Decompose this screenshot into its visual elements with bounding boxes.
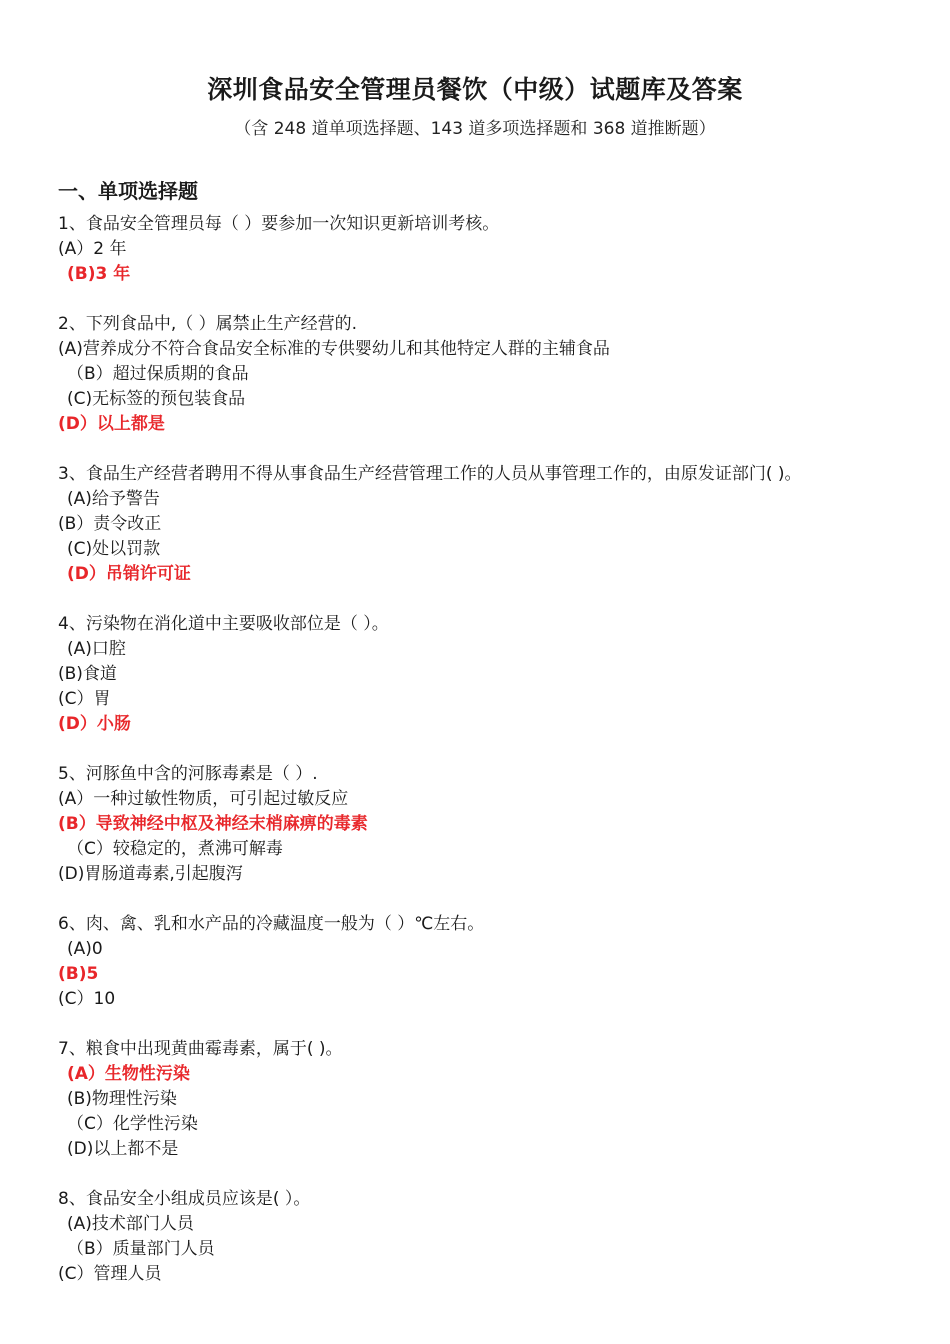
question-stem: 1、食品安全管理员每（ ）要参加一次知识更新培训考核。	[58, 214, 500, 234]
section-heading: 一、单项选择题	[58, 179, 198, 203]
answer-option: (C）胃	[58, 689, 111, 709]
correct-answer-option: (B)5	[58, 964, 99, 984]
answer-option: (D)以上都不是	[67, 1139, 179, 1159]
question-list	[58, 212, 918, 1312]
answer-option: （C）化学性污染	[67, 1114, 198, 1134]
answer-option: (A)给予警告	[67, 489, 160, 509]
answer-option: (B)食道	[58, 664, 117, 684]
question-item	[58, 462, 918, 587]
answer-option: (A)技术部门人员	[67, 1214, 194, 1234]
question-stem: 2、下列食品中,（ ）属禁止生产经营的.	[58, 314, 358, 334]
answer-option: (D)胃肠道毒素,引起腹泻	[58, 864, 243, 884]
answer-option: (A）2 年	[58, 239, 127, 259]
correct-answer-option: (A）生物性污染	[67, 1064, 190, 1084]
question-item	[58, 312, 918, 437]
answer-option: (A)0	[67, 939, 103, 959]
correct-answer-option: (D）吊销许可证	[67, 564, 191, 584]
question-item	[58, 212, 918, 287]
question-item	[58, 612, 918, 737]
answer-option: (C)处以罚款	[67, 539, 161, 559]
correct-answer-option: (B)3 年	[67, 264, 131, 284]
answer-option: （B）质量部门人员	[67, 1239, 215, 1259]
answer-option: (A）一种过敏性物质，可引起过敏反应	[58, 789, 349, 809]
document-subtitle: （含 248 道单项选择题、143 道多项选择题和 368 道推断题）	[234, 119, 716, 139]
question-stem: 3、食品生产经营者聘用不得从事食品生产经营管理工作的人员从事管理工作的，由原发证部门( )。	[58, 464, 802, 484]
answer-option: (B）责令改正	[58, 514, 162, 534]
answer-option: (C）10	[58, 989, 116, 1009]
answer-option: (A)口腔	[67, 639, 126, 659]
answer-option: (C)无标签的预包装食品	[67, 389, 246, 409]
correct-answer-option: (B）导致神经中枢及神经末梢麻痹的毒素	[58, 814, 368, 834]
question-stem: 6、肉、禽、乳和水产品的冷藏温度一般为（ ）℃左右。	[58, 914, 485, 934]
question-stem: 4、污染物在消化道中主要吸收部位是（ ）。	[58, 614, 389, 634]
answer-option: （C）较稳定的，煮沸可解毒	[67, 839, 283, 859]
question-item	[58, 1037, 918, 1162]
question-item	[58, 762, 918, 887]
document-title: 深圳食品安全管理员餐饮（中级）试题库及答案	[207, 75, 743, 104]
answer-option: (C）管理人员	[58, 1264, 162, 1284]
question-stem: 7、粮食中出现黄曲霉毒素，属于( )。	[58, 1039, 343, 1059]
question-stem: 5、河豚鱼中含的河豚毒素是（ ）.	[58, 764, 318, 784]
correct-answer-option: (D）以上都是	[58, 414, 165, 434]
answer-option: （B）超过保质期的食品	[67, 364, 249, 384]
answer-option: (B)物理性污染	[67, 1089, 177, 1109]
question-item	[58, 1187, 918, 1287]
question-stem: 8、食品安全小组成员应该是( ）。	[58, 1189, 311, 1209]
question-item	[58, 912, 918, 1012]
answer-option: (A)营养成分不符合食品安全标准的专供婴幼儿和其他特定人群的主辅食品	[58, 339, 610, 359]
correct-answer-option: (D）小肠	[58, 714, 131, 734]
